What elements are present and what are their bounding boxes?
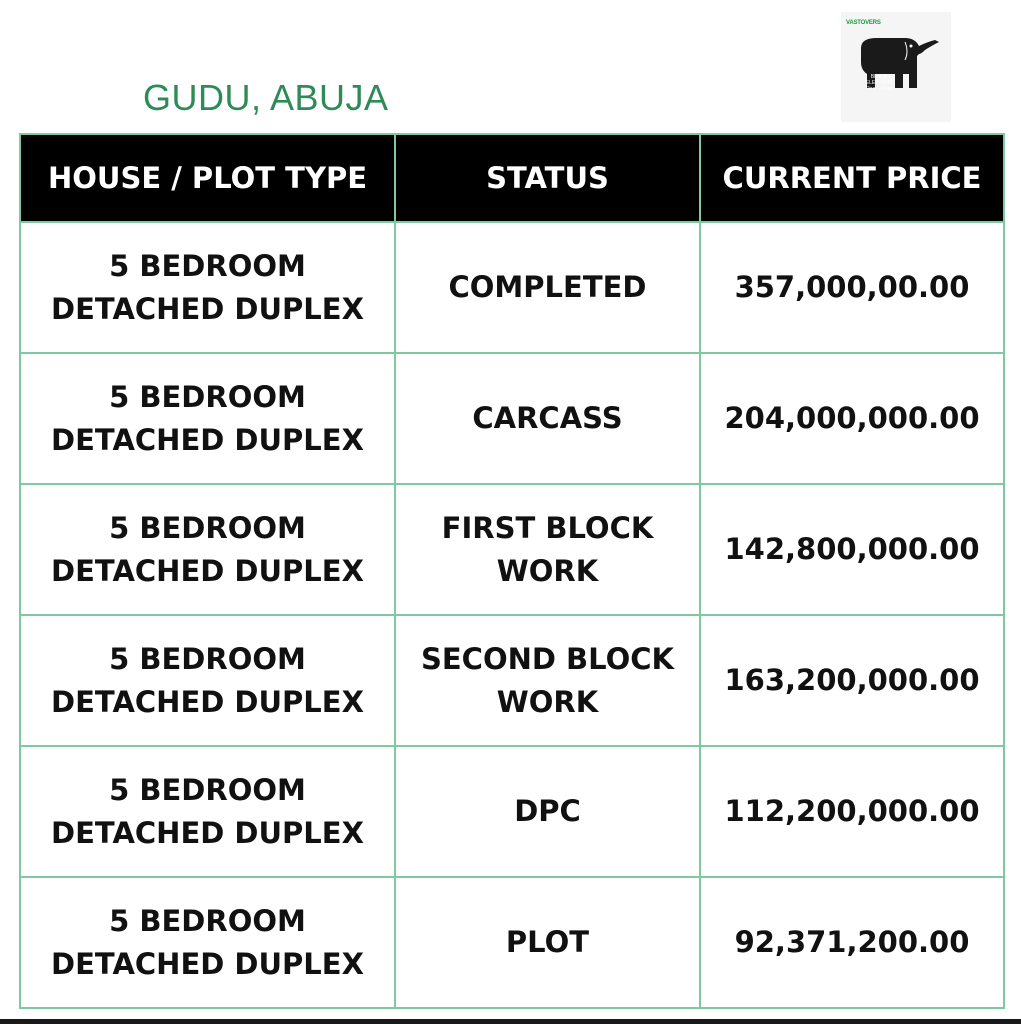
type-cell	[20, 746, 395, 877]
type-line1: 5 BEDROOM	[109, 772, 306, 807]
status-line1: COMPLETED	[448, 270, 647, 304]
type-line2: DETACHED DUPLEX	[51, 684, 364, 719]
price-cell: 142,800,000.00	[700, 484, 1004, 615]
table-row	[20, 877, 1004, 1008]
status-cell	[395, 484, 700, 615]
type-line1: 5 BEDROOM	[109, 641, 306, 676]
table-row	[20, 746, 1004, 877]
status-cell	[395, 877, 700, 1008]
status-cell	[395, 746, 700, 877]
type-cell	[20, 484, 395, 615]
status-line2: WORK	[496, 684, 599, 719]
logo-name-line1: BLACK ELEPHANT	[865, 74, 893, 86]
price-cell: 92,371,200.00	[700, 877, 1004, 1008]
column-header-status: STATUS	[395, 134, 700, 222]
type-line2: DETACHED DUPLEX	[51, 946, 364, 981]
status-line1: CARCASS	[472, 401, 623, 435]
type-cell	[20, 353, 395, 484]
price-cell: 112,200,000.00	[700, 746, 1004, 877]
price-cell: 163,200,000.00	[700, 615, 1004, 746]
location-title: GUDU, ABUJA	[143, 77, 389, 118]
type-line2: DETACHED DUPLEX	[51, 815, 364, 850]
type-line1: 5 BEDROOM	[109, 248, 306, 283]
status-cell	[395, 222, 700, 353]
status-line1: SECOND BLOCK	[420, 641, 675, 676]
type-line1: 5 BEDROOM	[109, 379, 306, 414]
column-header-price: CURRENT PRICE	[700, 134, 1004, 222]
type-line2: DETACHED DUPLEX	[51, 422, 364, 457]
status-line1: FIRST BLOCK	[441, 510, 654, 545]
type-line2: DETACHED DUPLEX	[51, 291, 364, 326]
type-line2: DETACHED DUPLEX	[51, 553, 364, 588]
bottom-divider	[0, 1019, 1021, 1024]
type-cell	[20, 877, 395, 1008]
price-table	[19, 133, 1005, 1009]
logo-name-line2: Real Estate	[866, 86, 892, 92]
type-cell	[20, 222, 395, 353]
type-line1: 5 BEDROOM	[109, 903, 306, 938]
table-row	[20, 353, 1004, 484]
type-cell	[20, 615, 395, 746]
logo-brand-text: VASTOVERS	[846, 20, 881, 26]
type-line1: 5 BEDROOM	[109, 510, 306, 545]
column-header-type: HOUSE / PLOT TYPE	[20, 134, 395, 222]
table-row	[20, 484, 1004, 615]
status-line1: DPC	[514, 794, 581, 828]
status-cell	[395, 615, 700, 746]
table-header-row	[20, 134, 1004, 222]
price-cell: 357,000,00.00	[700, 222, 1004, 353]
status-line1: PLOT	[505, 925, 590, 959]
table-row	[20, 222, 1004, 353]
status-line2: WORK	[496, 553, 599, 588]
status-cell	[395, 353, 700, 484]
price-cell: 204,000,000.00	[700, 353, 1004, 484]
company-logo	[841, 12, 951, 122]
table-row	[20, 615, 1004, 746]
